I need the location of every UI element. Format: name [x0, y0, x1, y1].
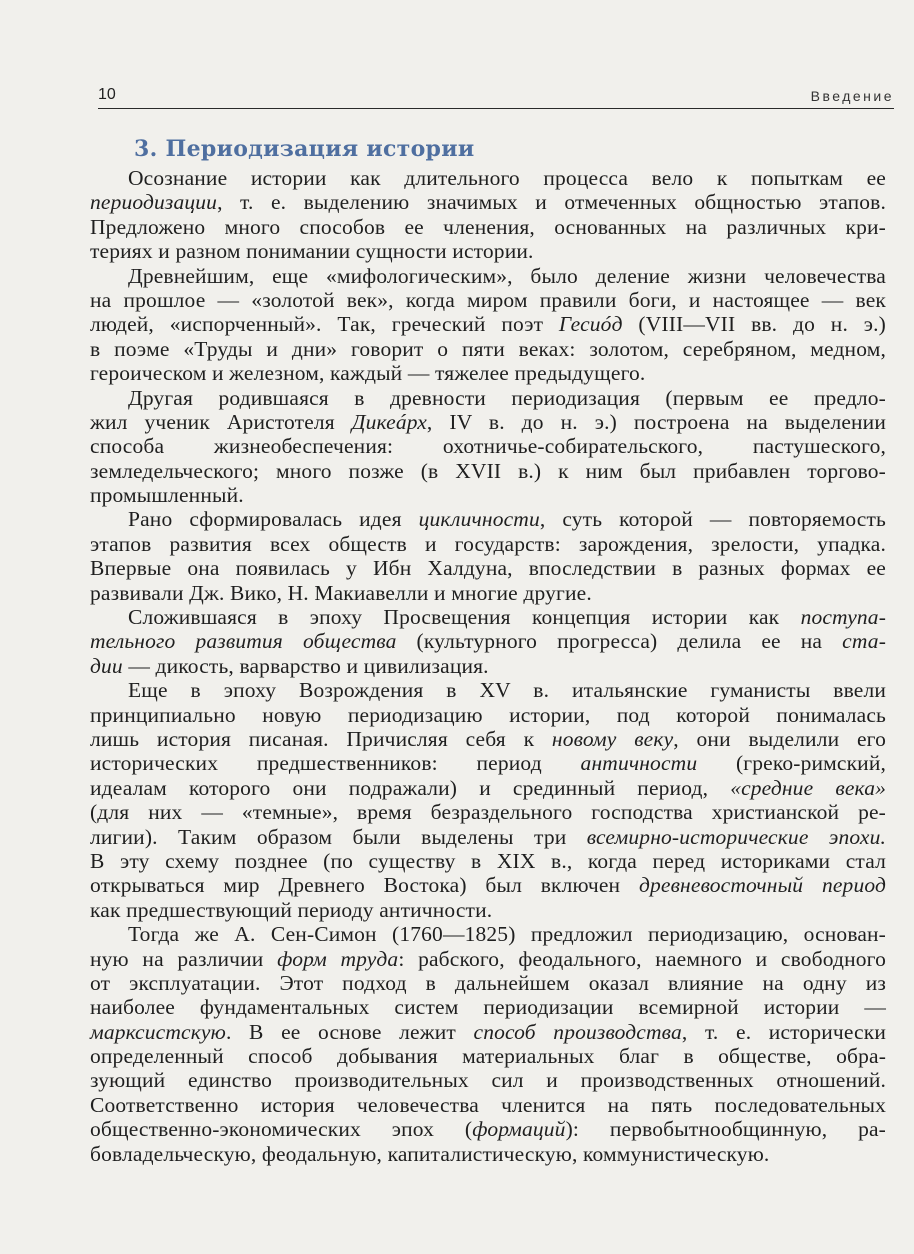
text-line	[90, 922, 886, 946]
text-run: , суть которой — повторяемость	[539, 507, 887, 532]
text-line	[90, 1093, 886, 1117]
italic-term: тельного развития общества	[90, 629, 397, 654]
text-run: на прошлое — «золотой век», когда миром правили боги, и настоящее — век	[90, 287, 886, 312]
text-line	[90, 995, 886, 1019]
text-line	[90, 605, 886, 629]
text-run: от эксплуатации. Этот подход в дальнейшем оказал влияние на одну из	[90, 970, 886, 995]
text-run: ): первобытнообщинную, ра-	[565, 1117, 886, 1142]
text-line	[90, 800, 886, 824]
text-run: Рано сформировалась идея	[128, 507, 419, 532]
text-run: , т. е. выделению значимых и отмеченных общностью этапов.	[217, 190, 886, 215]
text-run: промышленный.	[90, 483, 244, 508]
italic-term: периодизации	[90, 190, 218, 215]
text-line	[90, 239, 886, 263]
paragraph	[90, 264, 886, 386]
text-run: лишь история писаная. Причисляя себя к	[90, 726, 552, 751]
text-run: зующий единство производительных сил и производственных отношений.	[90, 1068, 886, 1093]
text-line	[90, 264, 886, 288]
text-run: лигии). Таким образом были выделены три	[90, 824, 587, 849]
text-run: Еще в эпоху Возрождения в XV в. итальянские гуманисты ввели	[128, 678, 886, 703]
text-run: Тогда же А. Сен-Симон (1760—1825) предложил периодизацию, основан-	[128, 922, 886, 947]
text-run: — дикость, варварство и цивилизация.	[122, 653, 489, 678]
text-line	[90, 532, 886, 556]
text-run: (VIII—VII вв. до н. э.)	[622, 312, 886, 337]
italic-term: античности	[580, 751, 698, 776]
text-line	[90, 825, 886, 849]
italic-term: марксистскую	[90, 1019, 226, 1044]
text-run: определенный способ добывания материальных благ в обществе, обра-	[90, 1044, 886, 1069]
text-run: (культурного прогресса) делила ее на	[396, 629, 843, 654]
text-line	[90, 678, 886, 702]
text-run: Сложившаяся в эпоху Просвещения концепция истории как	[128, 605, 801, 630]
paragraph	[90, 166, 886, 264]
text-line	[90, 483, 886, 507]
text-line	[90, 361, 886, 385]
text-run: . В ее основе лежит	[225, 1019, 474, 1044]
section-title: 3. Периодизация истории	[134, 136, 475, 162]
text-run: идеалам которого они подражали) и срединный период,	[90, 775, 731, 800]
text-line	[90, 507, 886, 531]
text-line	[90, 581, 886, 605]
text-line	[90, 873, 886, 897]
italic-term: новому веку	[551, 726, 674, 751]
italic-term: древневосточный период	[638, 873, 886, 898]
italic-term: ста-	[842, 629, 886, 654]
text-run: Впервые она появилась у Ибн Халдуна, впоследствии в разных формах ее	[90, 556, 886, 581]
text-run: (для них — «темные», время безраздельного господства христианской ре-	[90, 800, 886, 825]
text-line	[90, 727, 886, 751]
paragraph	[90, 507, 886, 605]
italic-term: форм труда	[277, 946, 399, 971]
text-run: в поэме «Труды и дни» говорит о пяти веках: золотом, серебряном, медном,	[90, 336, 886, 361]
text-line	[90, 947, 886, 971]
italic-term: Гесиóд	[558, 312, 623, 337]
text-line	[90, 1117, 886, 1141]
text-line	[90, 898, 886, 922]
page-number: 10	[98, 86, 116, 103]
text-line	[90, 386, 886, 410]
text-run: людей, «испорченный». Так, греческий поэт	[90, 312, 559, 337]
text-run: : рабского, феодального, наемного и свободного	[398, 946, 887, 971]
text-line	[90, 1142, 886, 1166]
text-run: Предложено много способов ее членения, основанных на различных кри-	[90, 214, 886, 239]
italic-term: способ производства	[473, 1019, 682, 1044]
text-run: как предшествующий периоду античности.	[90, 897, 493, 922]
text-line	[90, 166, 886, 190]
text-line	[90, 629, 886, 653]
text-run: , они выделили его	[673, 726, 886, 751]
italic-term: всемирно-исторические эпохи.	[586, 824, 886, 849]
paragraph	[90, 386, 886, 508]
page-header	[98, 84, 894, 109]
text-run: общественно-экономических эпох (	[90, 1117, 473, 1142]
text-run: териях и разном понимании сущности истории.	[90, 239, 534, 264]
text-run: способа жизнеобеспечения: охотничье-собирательского, пастушеского,	[90, 434, 886, 459]
text-line	[90, 849, 886, 873]
paragraph	[90, 678, 886, 922]
text-run: ную на различии	[90, 946, 278, 971]
text-run: Соответственно история человечества членится на пять последовательных	[90, 1092, 886, 1117]
text-run: исторических предшественников: период	[90, 751, 581, 776]
text-line	[90, 1068, 886, 1092]
text-run: Осознание истории как длительного процесса вело к попыткам ее	[128, 166, 886, 190]
italic-term: цикличности	[418, 507, 540, 532]
text-line	[90, 1020, 886, 1044]
text-line	[90, 288, 886, 312]
text-line	[90, 312, 886, 336]
text-line	[90, 459, 886, 483]
italic-term: дии	[90, 653, 123, 678]
running-head: Введение	[810, 88, 894, 104]
text-line	[90, 410, 886, 434]
italic-term: «средние века»	[730, 775, 886, 800]
text-run: , IV в. до н. э.) построена на выделении	[426, 409, 886, 434]
text-line	[90, 337, 886, 361]
text-run: , т. е. исторически	[681, 1019, 887, 1044]
text-run: этапов развития всех обществ и государств: зарождения, зрелости, упадка.	[90, 531, 886, 556]
text-line	[90, 556, 886, 580]
text-run: Другая родившаяся в древности периодизация (первым ее предло-	[128, 385, 886, 410]
text-line	[90, 654, 886, 678]
text-run: (греко-римский,	[697, 751, 887, 776]
body-text	[90, 166, 886, 1166]
italic-term: Дикеáрх	[351, 409, 427, 434]
text-run: жил ученик Аристотеля	[90, 409, 352, 434]
text-line	[90, 1044, 886, 1068]
text-run: Древнейшим, еще «мифологическим», было деление жизни человечества	[128, 263, 886, 288]
text-line	[90, 751, 886, 775]
text-run: открываться мир Древнего Востока) был включен	[90, 873, 639, 898]
text-run: принципиально новую периодизацию истории, под которой понималась	[90, 702, 886, 727]
text-line	[90, 703, 886, 727]
paragraph	[90, 922, 886, 1166]
text-run: земледельческого; много позже (в XVII в.) к ним был прибавлен торгово-	[90, 458, 886, 483]
text-run: бовладельческую, феодальную, капиталистическую, коммунистическую.	[90, 1141, 770, 1166]
text-line	[90, 215, 886, 239]
text-line	[90, 776, 886, 800]
text-run: наиболее фундаментальных систем периодизации всемирной истории —	[90, 995, 886, 1020]
text-line	[90, 434, 886, 458]
text-run: развивали Дж. Вико, Н. Макиавелли и многие другие.	[90, 580, 592, 605]
text-run: героическом и железном, каждый — тяжелее предыдущего.	[90, 361, 646, 386]
text-run: В эту схему позднее (по существу в XIX в., когда перед историками стал	[90, 848, 886, 873]
text-line	[90, 190, 886, 214]
paragraph	[90, 605, 886, 678]
italic-term: формаций	[472, 1117, 566, 1142]
italic-term: поступа-	[800, 605, 886, 630]
text-line	[90, 971, 886, 995]
